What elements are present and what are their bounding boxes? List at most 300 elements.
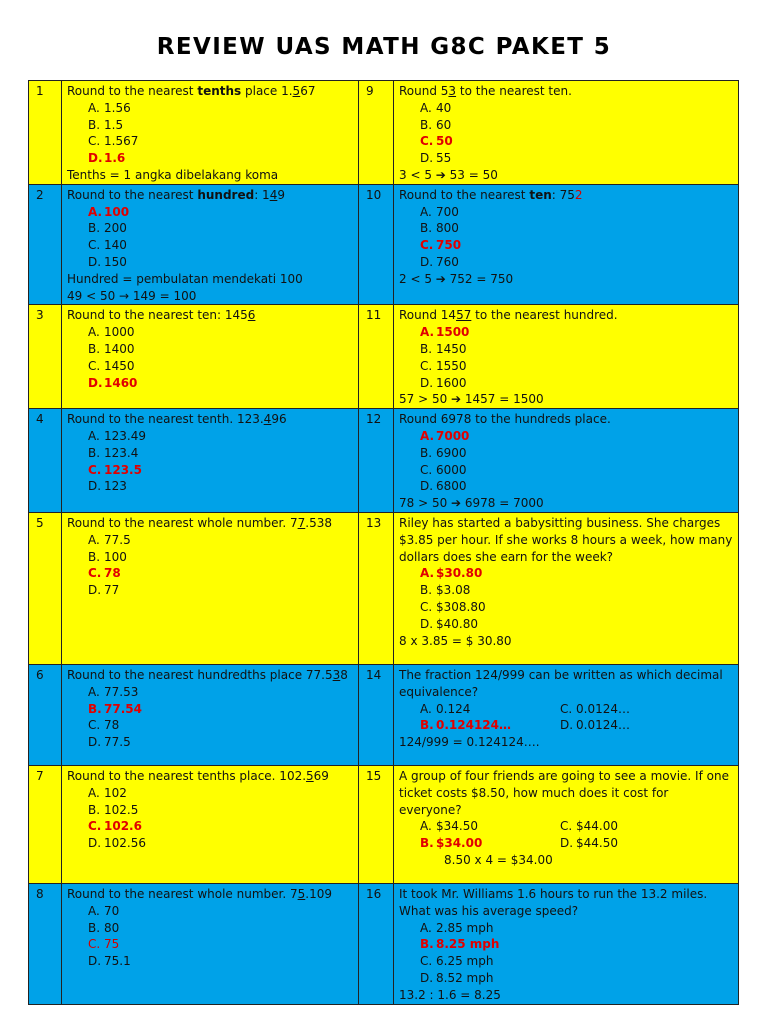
question-text [399,187,734,204]
option-letter: C. [420,599,433,614]
option-value: 0.0124… [576,718,630,733]
question-segment: Round to the nearest [67,187,198,202]
answer-option [399,375,734,392]
option-letter: C. [420,134,434,149]
option-letter: B. [88,117,101,132]
question-number: 15 [366,768,382,783]
correct-answer-option [399,237,734,254]
option-letter: D. [560,836,574,851]
answer-option [67,133,354,150]
option-letter: D. [420,616,434,631]
question-number-cell [359,409,394,513]
option-value: 760 [436,254,459,269]
option-letter: D. [420,151,434,166]
question-number: 7 [36,768,44,783]
answer-option [560,835,618,852]
question-text [67,667,354,684]
question-text [67,307,354,324]
option-value: 70 [104,903,120,918]
answer-option [67,532,354,549]
option-value: 100 [104,204,130,219]
option-letter: A. [420,204,432,219]
option-letter: A. [88,428,100,443]
option-value: 8.25 mph [436,937,500,952]
explanation-note: 3 < 5 ➔ 53 = 50 [399,167,498,182]
question-number-cell [359,81,394,185]
option-letter: A. [88,532,100,547]
option-letter: B. [88,701,102,716]
option-value: 102.5 [104,802,139,817]
question-number-cell [29,664,62,765]
answer-option [67,785,354,802]
option-letter: B. [420,445,433,460]
option-value: 40 [436,100,452,115]
answer-option [67,237,354,254]
option-letter: D. [420,479,434,494]
question-segment: A group of four friends are going to see a movie. If one ticket costs $8.50, how much does it cost for everyone? [399,768,729,817]
question-text [67,768,354,785]
question-number-cell [359,512,394,664]
question-number: 16 [366,886,382,901]
answer-option [67,445,354,462]
option-value: $34.50 [436,819,478,834]
question-segment: 8 [340,667,348,682]
question-segment: place 1. [241,84,293,98]
correct-answer-option [67,565,354,582]
question-cell [394,81,739,185]
option-value: 1.567 [104,134,139,149]
answer-option [67,478,354,495]
question-number: 12 [366,412,382,427]
answer-option [399,462,734,479]
explanation-note: 78 > 50 ➔ 6978 = 7000 [399,496,544,511]
answer-option [399,204,734,221]
option-value: 700 [436,204,459,219]
question-cell [394,409,739,513]
question-cell [62,409,359,513]
question-emphasis: 3 [448,84,457,98]
question-cell [62,81,359,185]
question-cell [394,305,739,409]
question-cell [62,883,359,1004]
question-cell [62,305,359,409]
option-letter: C. [560,701,573,716]
answer-option [399,254,734,271]
answer-option [399,100,734,117]
option-value: 0.124124… [436,718,512,733]
question-segment: Round 6978 to the hundreds place. [399,412,611,427]
question-cell [394,184,739,305]
option-letter: C. [88,937,101,952]
question-number-cell [29,305,62,409]
answer-option [399,117,734,134]
correct-answer-option [399,428,734,445]
option-value: 1500 [436,325,470,340]
option-letter: A. [420,819,432,834]
option-letter: D. [420,254,434,269]
correct-answer-option [420,835,560,852]
question-segment: Round to the nearest whole number. 7 [67,515,298,530]
question-row [29,512,739,664]
option-value: 1550 [436,358,467,373]
question-number: 3 [36,308,44,323]
option-value: 75 [104,937,120,952]
answer-option [67,903,354,920]
explanation-note: 124/999 = 0.124124…. [399,735,540,750]
option-letter: A. [420,701,432,716]
answer-option [67,220,354,237]
option-value: 102.56 [104,836,146,851]
option-value: 1400 [104,341,135,356]
question-segment: Round to the nearest tenth. 123. [67,412,264,427]
question-segment: .538 [305,515,332,530]
option-letter: A. [420,100,432,115]
answer-option [399,358,734,375]
option-value: $34.00 [436,836,483,851]
option-letter: B. [420,341,433,356]
option-value: 77.54 [104,701,142,716]
question-row [29,409,739,513]
option-value: 750 [436,238,462,253]
question-segment: : 1 [254,187,270,202]
option-letter: D. [88,375,103,390]
question-cell [394,765,739,883]
answer-option [67,953,354,970]
option-letter: B. [88,341,101,356]
explanation-note: Tenths = 1 angka dibelakang koma [67,167,279,182]
option-value: 1600 [436,375,467,390]
option-letter: A. [420,325,435,340]
answer-option [67,684,354,701]
question-segment: Round to the nearest hundredths place 77.5 [67,667,333,682]
answer-option [560,717,630,734]
option-letter: A. [88,903,100,918]
question-number: 4 [36,412,44,427]
question-segment: 96 [271,412,287,427]
option-value: 1000 [104,325,135,340]
answer-option [67,358,354,375]
option-letter: C. [420,238,434,253]
answer-option [399,220,734,237]
question-segment: 9 [277,187,285,202]
option-value: 123.4 [104,445,139,460]
option-value: $3.08 [436,583,471,598]
question-emphasis: ten [529,187,552,202]
question-cell [394,512,739,664]
question-text [67,411,354,428]
option-letter: B. [88,221,101,236]
option-letter: C. [560,819,573,834]
question-number: 10 [366,187,382,202]
answer-option [67,717,354,734]
question-number-cell [359,883,394,1004]
option-value: $44.00 [576,819,618,834]
question-number-cell [359,305,394,409]
question-segment: Round 5 [399,84,449,98]
question-emphasis: 5 [306,768,314,783]
option-letter: C. [88,462,102,477]
explanation-note: 13.2 : 1.6 = 8.25 [399,987,501,1002]
question-number-cell [29,81,62,185]
option-value: 123.5 [104,462,142,477]
answer-option [67,100,354,117]
question-segment: Round to the nearest tenths place. 102. [67,768,307,783]
question-emphasis: 3 [332,667,341,682]
question-segment: Round 14 [399,308,457,323]
question-text [67,886,354,903]
option-letter: B. [420,937,434,952]
question-segment: to the nearest ten. [456,84,572,98]
answer-option [560,701,630,718]
option-letter: D. [88,954,102,969]
option-value: 75.1 [104,954,131,969]
answer-option [67,734,354,751]
option-letter: C. [420,462,433,477]
question-emphasis: 5 [297,886,306,901]
correct-answer-option [67,701,354,718]
option-value: 0.124 [436,701,471,716]
option-letter: D. [420,375,434,390]
explanation-note: Hundred = pembulatan mendekati 100 [67,271,303,286]
question-row [29,765,739,883]
option-letter: D. [88,583,102,598]
answer-option [399,953,734,970]
option-value: 6.25 mph [436,954,494,969]
option-letter: D. [420,970,434,985]
option-value: 6000 [436,462,467,477]
option-value: 50 [436,134,453,149]
question-number: 11 [366,308,382,323]
question-row [29,305,739,409]
correct-answer-option [399,324,734,341]
option-letter: B. [88,802,101,817]
question-number: 14 [366,667,382,682]
answer-option [67,341,354,358]
question-number: 13 [366,515,382,530]
question-text [399,667,734,701]
option-value: 200 [104,221,127,236]
explanation-note: 2 < 5 ➔ 752 = 750 [399,271,514,286]
option-value: 123.49 [104,428,146,443]
review-table [28,80,739,1005]
option-letter: C. [88,358,101,373]
question-segment: The fraction 124/999 can be written as which decimal equivalence? [399,667,723,699]
correct-answer-option [399,565,734,582]
option-value: 1.56 [104,100,131,115]
question-text [399,307,734,324]
question-cell [394,664,739,765]
option-value: 800 [436,221,459,236]
option-value: 78 [104,566,121,581]
option-letter: C. [88,566,102,581]
question-cell [394,883,739,1004]
question-text [67,515,354,532]
option-letter: D. [88,836,102,851]
option-letter: C. [88,819,102,834]
question-text [67,187,354,204]
option-value: $308.80 [436,599,486,614]
answer-option [399,920,734,937]
explanation-note: 49 < 50 → 149 = 100 [67,288,197,303]
question-cell [62,184,359,305]
correct-answer-option [67,204,354,221]
option-letter: B. [420,221,433,236]
question-text [399,411,734,428]
question-number-cell [359,184,394,305]
answer-option [560,818,618,835]
question-number: 1 [36,84,44,98]
correct-answer-option [420,717,560,734]
answer-option [399,582,734,599]
question-segment: Round to the nearest ten: 145 [67,308,248,323]
question-number: 6 [36,667,44,682]
correct-answer-option [399,133,734,150]
question-emphasis: 7 [297,515,306,530]
question-cell [62,664,359,765]
option-value: 0.0124… [576,701,630,716]
question-emphasis: 5 [292,84,301,98]
calculation-note: 8.50 x 4 = $34.00 [444,852,553,867]
question-segment: It took Mr. Williams 1.6 hours to run the 13.2 miles. What was his average speed? [399,886,708,918]
answer-option-row [399,818,734,835]
answer-option-row [399,717,734,734]
question-number-cell [29,512,62,664]
question-text [399,886,734,920]
correct-answer-option [399,936,734,953]
correct-answer-option [67,375,354,392]
answer-option [399,150,734,167]
option-value: 80 [104,920,120,935]
option-letter: A. [88,785,100,800]
option-value: 2.85 mph [436,920,494,935]
option-letter: B. [420,718,434,733]
question-emphasis: tenths [197,84,242,98]
option-letter: D. [560,718,574,733]
question-number-cell [29,765,62,883]
answer-option [67,324,354,341]
option-value: 7000 [436,428,470,443]
question-segment: : 75 [551,187,575,202]
option-value: $44.50 [576,836,618,851]
question-number: 5 [36,515,44,530]
question-emphasis: 4 [269,187,278,202]
option-letter: C. [88,238,101,253]
answer-option [420,701,560,718]
option-value: 6800 [436,479,467,494]
answer-option [67,802,354,819]
option-letter: D. [88,151,103,166]
option-value: 1.5 [104,117,124,132]
question-segment: Round to the nearest whole number. 7 [67,886,298,901]
option-letter: B. [420,583,433,598]
question-segment: to the nearest hundred. [471,308,618,323]
question-text [399,768,734,818]
option-value: 8.52 mph [436,970,494,985]
option-value: 55 [436,151,452,166]
option-value: $40.80 [436,616,478,631]
question-segment: Round to the nearest [67,84,198,98]
option-value: 6900 [436,445,467,460]
option-value: 78 [104,718,120,733]
option-letter: C. [420,358,433,373]
answer-option [399,616,734,633]
question-segment: .109 [305,886,332,901]
question-text [67,83,354,100]
correct-answer-option [67,462,354,479]
option-value: $30.80 [436,566,483,581]
question-row [29,664,739,765]
option-value: 1450 [104,358,135,373]
option-letter: B. [88,920,101,935]
explanation-note: 57 > 50 ➔ 1457 = 1500 [399,392,544,407]
option-letter: A. [420,428,435,443]
option-value: 102.6 [104,819,142,834]
correct-answer-option [67,818,354,835]
question-number: 8 [36,886,44,901]
answer-option [399,445,734,462]
option-value: 1460 [104,375,138,390]
option-value: 77 [104,583,120,598]
question-cell [62,512,359,664]
option-value: 1450 [436,341,467,356]
question-number: 2 [36,187,44,202]
option-letter: C. [88,134,101,149]
answer-option [67,582,354,599]
option-letter: A. [88,684,100,699]
question-emphasis: 4 [263,412,272,427]
option-value: 1.6 [104,151,126,166]
question-emphasis: 57 [456,308,472,323]
answer-option [399,341,734,358]
page-title: REVIEW UAS MATH G8C PAKET 5 [156,34,612,60]
question-segment: 67 [300,84,316,98]
answer-option [420,818,560,835]
option-letter: A. [88,204,103,219]
answer-option [67,117,354,134]
question-row [29,184,739,305]
option-letter: D. [88,254,102,269]
answer-option-row [399,701,734,718]
option-value: 150 [104,254,127,269]
answer-option [67,835,354,852]
option-letter: B. [420,117,433,132]
answer-option [67,920,354,937]
option-value: 140 [104,238,127,253]
question-emphasis: 6 [247,308,256,323]
question-number-cell [29,883,62,1004]
question-segment: Riley has started a babysitting business. She charges $3.85 per hour. If she works 8 hours a week, how many dollars does she earn for the week? [399,515,733,564]
option-value: 60 [436,117,452,132]
option-value: 77.53 [104,684,139,699]
question-emphasis: hundred [197,187,255,202]
answer-option [67,549,354,566]
question-row [29,883,739,1004]
question-number-cell [359,664,394,765]
option-value: 77.5 [104,532,131,547]
option-letter: C. [88,718,101,733]
option-letter: D. [88,735,102,750]
answer-option-row [399,835,734,852]
answer-option [399,970,734,987]
answer-option [67,428,354,445]
explanation-note: 8 x 3.85 = $ 30.80 [399,633,512,648]
question-number: 9 [366,84,374,98]
question-row [29,81,739,185]
question-emphasis: 2 [574,187,583,202]
question-text [399,515,734,565]
question-number-cell [29,184,62,305]
option-letter: A. [88,325,100,340]
